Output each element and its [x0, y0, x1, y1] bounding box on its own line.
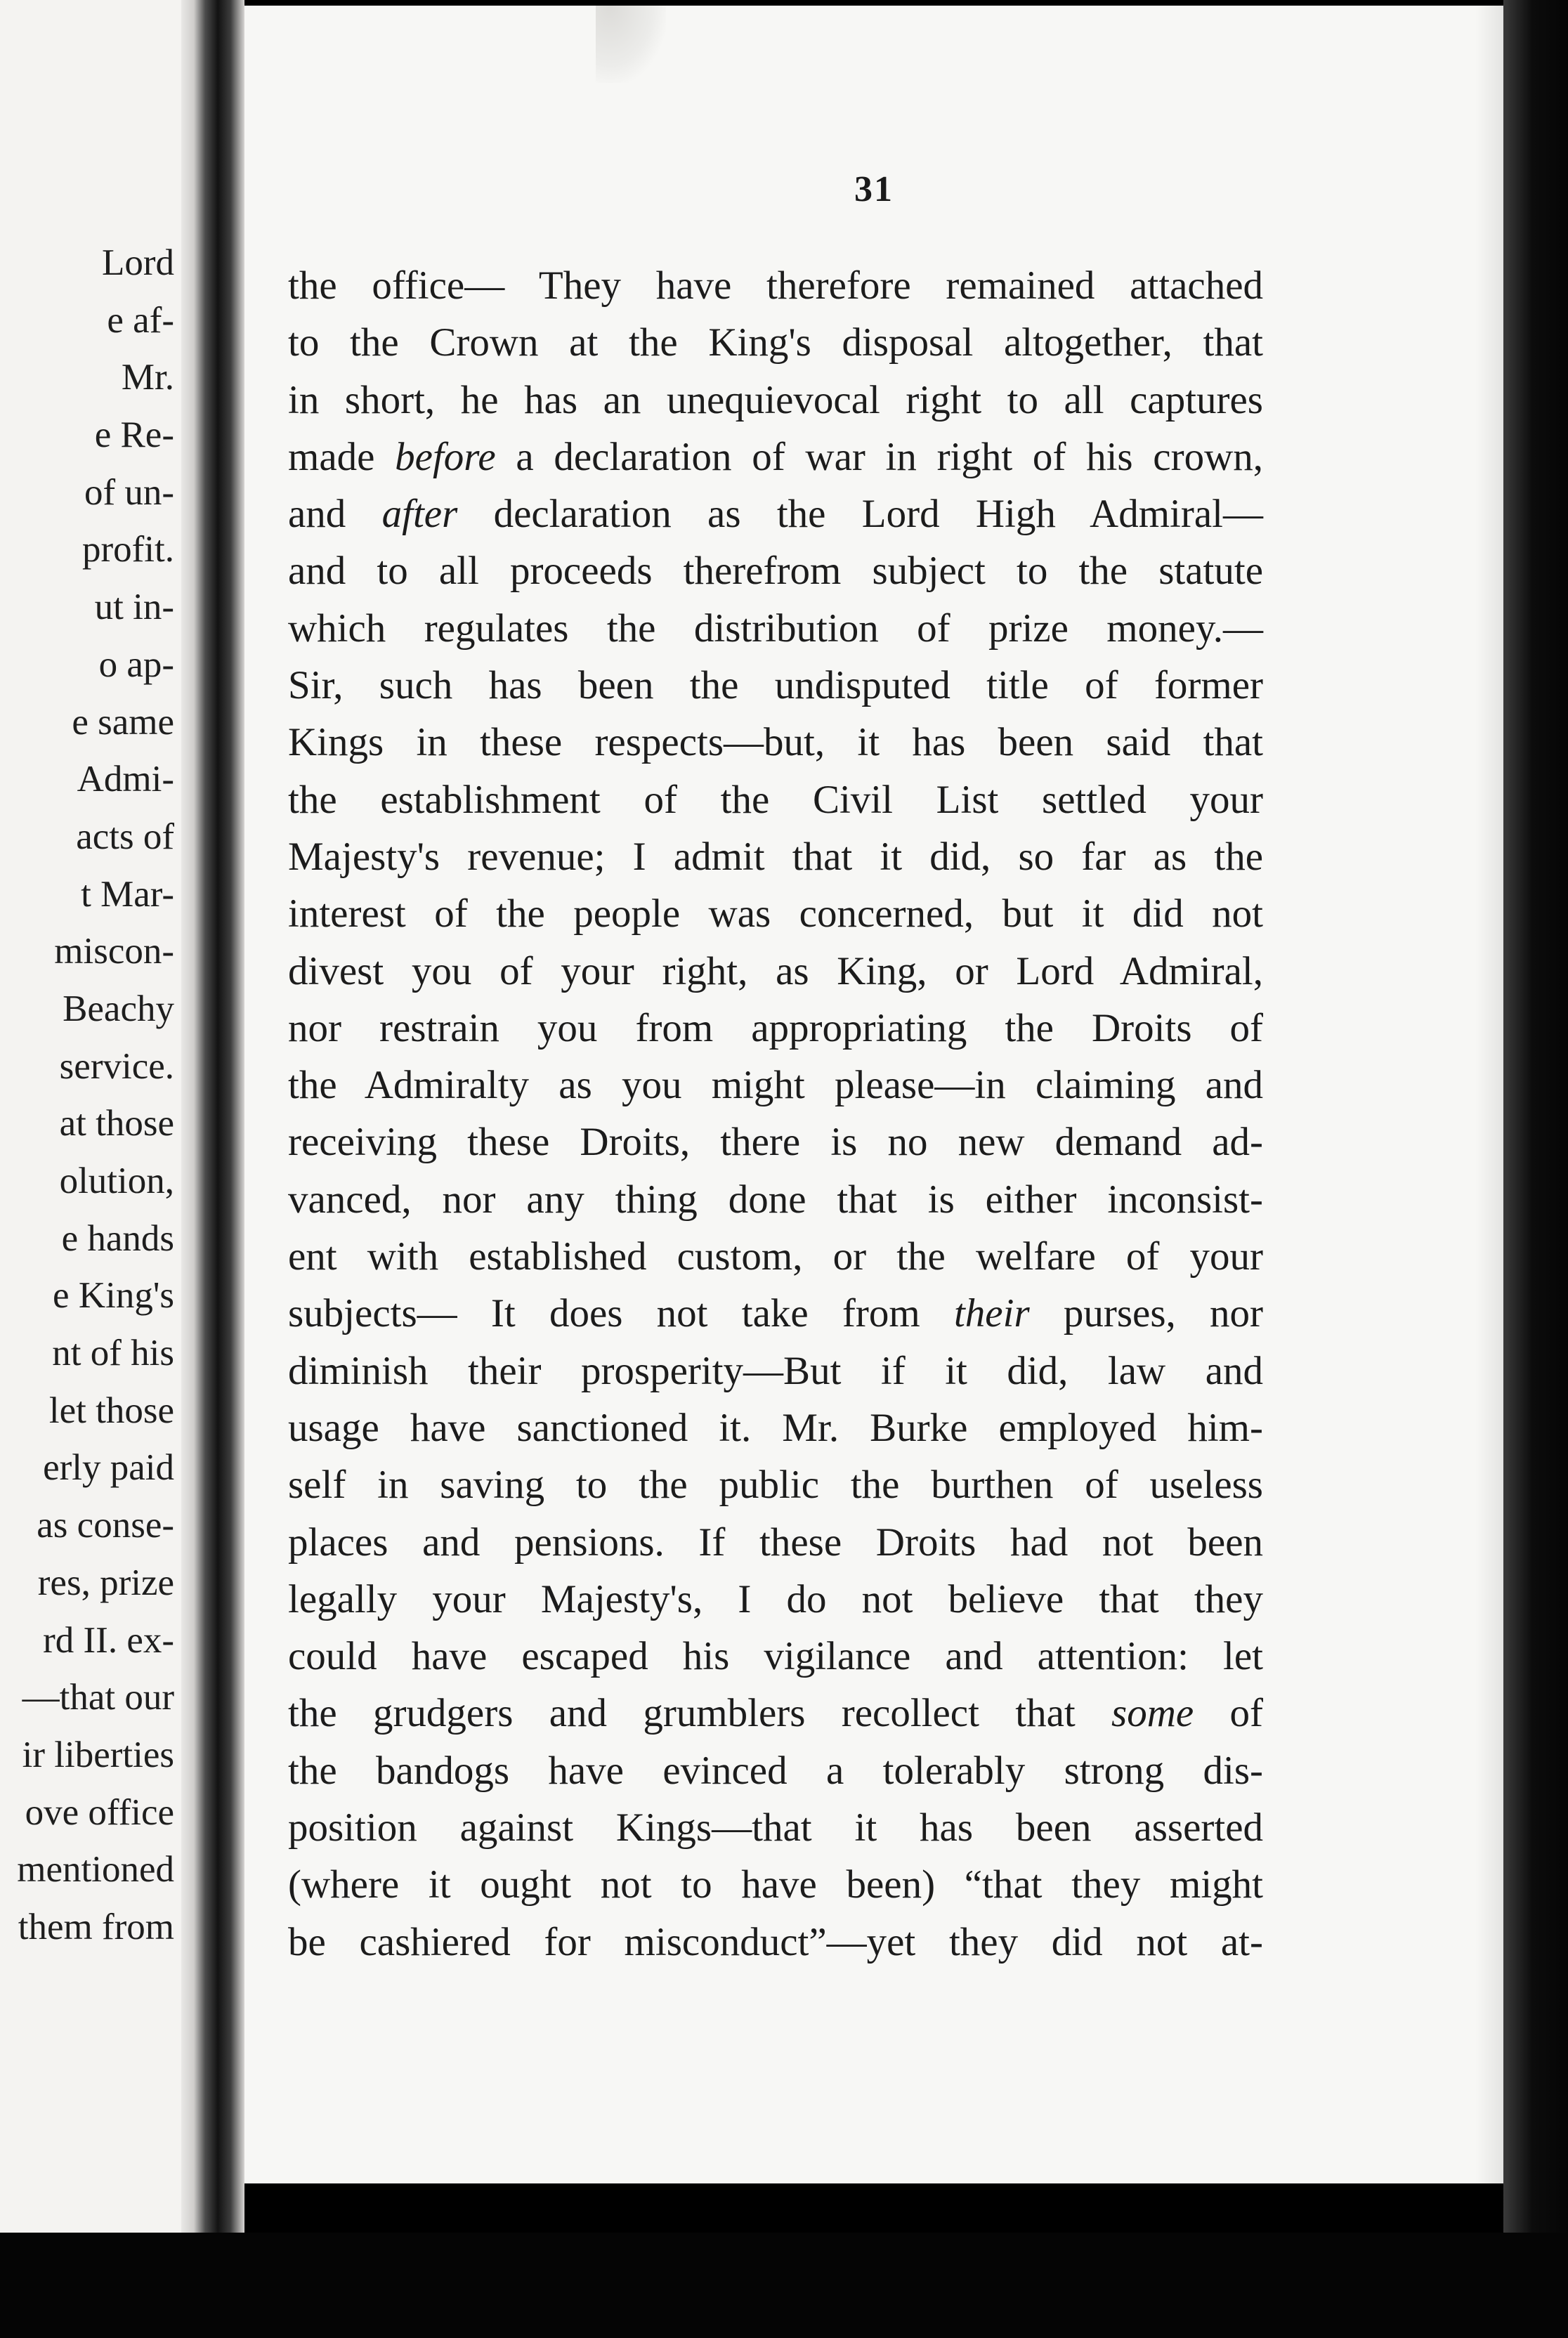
left-page-line: ir liberties — [22, 1734, 174, 1775]
right-page — [244, 6, 1503, 2183]
left-page-line: e same — [72, 701, 174, 743]
text-line: divest you of your right, as King, or Lord Admiral, — [288, 948, 1263, 993]
left-page-line: res, prize — [37, 1562, 174, 1603]
text-line — [288, 485, 1263, 542]
left-page-line: e Re- — [94, 414, 174, 456]
text-line: could have escaped his vigilance and attention: let — [288, 1634, 1263, 1679]
text-line: receiving these Droits, there is no new demand ad- — [288, 1120, 1263, 1165]
left-page-line: acts of — [76, 816, 174, 857]
left-page-line: rd II. ex- — [43, 1619, 174, 1661]
left-page-line: e af- — [107, 299, 174, 341]
left-page-line: ut in- — [94, 587, 174, 628]
text-segment: of — [1194, 1691, 1263, 1736]
left-page-line: erly paid — [43, 1447, 174, 1489]
left-page-line: o ap- — [98, 644, 174, 685]
text-line: self in saving to the public the burthen of useless — [288, 1463, 1263, 1508]
text-line: legally your Majesty's, I do not believe that they — [288, 1576, 1263, 1621]
text-segment: a declaration of war in right of his crown, — [495, 434, 1263, 479]
text-line — [288, 1285, 1263, 1342]
text-segment: the grudgers and grumblers recollect that — [288, 1691, 1112, 1736]
left-page-line: mentioned — [17, 1849, 174, 1890]
left-page-line: as conse- — [37, 1505, 174, 1546]
italic-word: some — [1111, 1691, 1194, 1736]
italic-word: after — [381, 492, 458, 537]
left-page-line: of un- — [84, 471, 174, 513]
left-page-line: e King's — [53, 1275, 174, 1317]
text-line: Kings in these respects—but, it has been said that — [288, 720, 1263, 765]
text-line: usage have sanctioned it. Mr. Burke employed him- — [288, 1405, 1263, 1450]
text-line: Sir, such has been the undisputed title of former — [288, 663, 1263, 708]
left-page-line: t Mar- — [81, 873, 174, 915]
left-page-line: —that our — [22, 1677, 174, 1718]
left-page-line: nt of his — [52, 1333, 174, 1374]
text-line — [288, 429, 1263, 485]
text-line: the office— They have therefore remained attached — [288, 263, 1263, 308]
text-line: interest of the people was concerned, but it did not — [288, 892, 1263, 936]
text-segment: purses, nor — [1029, 1291, 1263, 1336]
left-page-line: Mr. — [121, 357, 174, 398]
text-line — [288, 1685, 1263, 1742]
book-cover-edge — [1503, 0, 1568, 2338]
left-page-line: at those — [59, 1103, 174, 1144]
left-page-line: e hands — [61, 1217, 174, 1259]
left-page-line: miscon- — [54, 931, 174, 972]
left-page-line: Admi- — [77, 759, 174, 800]
text-line: places and pensions. If these Droits had not been — [288, 1520, 1263, 1565]
left-page-line: service. — [59, 1045, 174, 1087]
text-line: and to all proceeds therefrom subject to the statute — [288, 549, 1263, 594]
text-line: ent with established custom, or the welfare of your — [288, 1234, 1263, 1279]
text-line: the establishment of the Civil List settled your — [288, 777, 1263, 822]
text-line: which regulates the distribution of prize money.— — [288, 606, 1263, 651]
text-segment: made — [288, 434, 396, 479]
left-page-line: olution, — [59, 1161, 174, 1202]
left-page-line: them from — [18, 1907, 174, 1947]
text-line: vanced, nor any thing done that is either inconsist- — [288, 1177, 1263, 1222]
text-line: the Admiralty as you might please—in claiming and — [288, 1063, 1263, 1108]
italic-word: before — [395, 434, 496, 479]
text-line: to the Crown at the King's disposal altogether, that — [288, 320, 1263, 365]
text-line: diminish their prosperity—But if it did, law and — [288, 1348, 1263, 1393]
torn-corner-stain — [596, 6, 666, 83]
text-line: the bandogs have evinced a tolerably strong dis- — [288, 1748, 1263, 1793]
page-edge-shadow — [1475, 6, 1503, 2183]
book-gutter — [181, 0, 244, 2233]
text-segment: declaration as the Lord High Admiral— — [457, 492, 1263, 537]
left-page-line: let those — [48, 1390, 174, 1431]
text-segment: subjects— It does not take from — [288, 1291, 954, 1336]
italic-word: their — [953, 1291, 1030, 1336]
page-number: 31 — [854, 169, 894, 209]
left-page-line: ove office — [25, 1791, 174, 1833]
left-page-line: profit. — [82, 529, 174, 570]
text-line: position against Kings—that it has been asserted — [288, 1805, 1263, 1850]
text-line: (where it ought not to have been) “that they might — [288, 1862, 1263, 1907]
left-page-line: Lord — [101, 242, 174, 283]
text-line: Majesty's revenue; I admit that it did, so far as the — [288, 834, 1263, 879]
left-page-line: Beachy — [63, 988, 174, 1029]
text-line: nor restrain you from appropriating the Droits of — [288, 1005, 1263, 1050]
text-line: be cashiered for misconduct”—yet they did not at- — [288, 1919, 1263, 1964]
scan-background — [0, 2233, 1568, 2338]
text-line: in short, he has an unequievocal right to all captures — [288, 377, 1263, 422]
text-segment: and — [288, 492, 382, 537]
page-text-body — [288, 257, 1263, 1971]
left-page-fragment — [0, 0, 181, 2233]
